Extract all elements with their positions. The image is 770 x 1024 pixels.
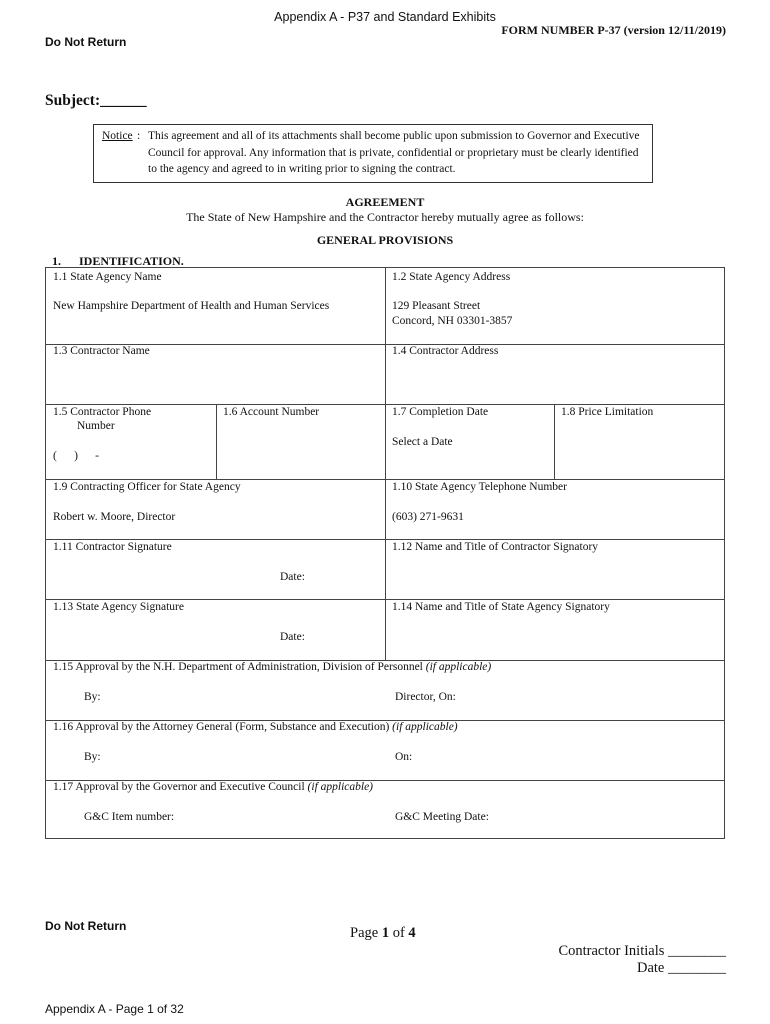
field-1-7-label: 1.7 Completion Date — [392, 406, 489, 418]
field-1-15-label: 1.15 Approval by the N.H. Department of Administration, Division of Personnel (if applicable) — [53, 661, 492, 673]
identification-table — [45, 267, 725, 839]
state-agency-address-line2: Concord, NH 03301-3857 — [392, 315, 513, 327]
contractor-signature-date: Date: — [280, 571, 305, 583]
state-agency-address-line1: 129 Pleasant Street — [392, 300, 481, 312]
appendix-page-number: Appendix A - Page 1 of 32 — [45, 1002, 184, 1016]
field-1-3-label: 1.3 Contractor Name — [53, 345, 150, 357]
field-1-15-by: By: — [84, 691, 101, 703]
field-1-17-label: 1.17 Approval by the Governor and Executive Council (if applicable) — [53, 781, 374, 793]
field-1-14-label: 1.14 Name and Title of State Agency Signatory — [392, 601, 610, 613]
field-1-15-on: Director, On: — [395, 691, 456, 703]
field-1-6-label: 1.6 Account Number — [223, 406, 320, 418]
field-1-12-label: 1.12 Name and Title of Contractor Signatory — [392, 541, 599, 553]
notice-text: This agreement and all of its attachments shall become public upon submission to Governor and Executive Council for approval. Any information that is private, confidential or proprietary must be clearly identified to the agency and agreed to in writing prior to signing the contract. — [148, 130, 640, 175]
agreement-subtitle: The State of New Hampshire and the Contractor hereby mutually agree as follows: — [186, 210, 584, 224]
agreement-title: AGREEMENT — [345, 195, 425, 209]
field-1-16-on: On: — [395, 751, 413, 763]
subject-line: Subject:______ — [45, 92, 147, 109]
field-1-2-label: 1.2 State Agency Address — [392, 271, 511, 283]
state-agency-telephone: (603) 271-9631 — [392, 511, 464, 523]
field-1-10-label: 1.10 State Agency Telephone Number — [392, 481, 567, 493]
general-provisions-heading: GENERAL PROVISIONS — [316, 233, 454, 247]
contractor-initials: Contractor Initials ________ — [558, 943, 726, 959]
agency-signature-date: Date: — [280, 631, 305, 643]
do-not-return-footer: Do Not Return — [45, 919, 127, 933]
field-1-5-label-line2: Number — [77, 420, 115, 432]
field-1-13-label: 1.13 State Agency Signature — [53, 601, 184, 613]
field-1-11-label: 1.11 Contractor Signature — [53, 541, 172, 553]
field-1-8-label: 1.8 Price Limitation — [561, 406, 654, 418]
completion-date-picker[interactable]: Select a Date — [392, 436, 453, 448]
appendix-title: Appendix A - P37 and Standard Exhibits — [274, 10, 496, 24]
gc-item-number: G&C Item number: — [84, 811, 175, 823]
footer-date: Date ________ — [637, 960, 726, 976]
identification-heading: 1. IDENTIFICATION. — [52, 254, 184, 268]
notice-label: Notice — [102, 130, 133, 142]
page-indicator: Page 1 of 4 — [350, 925, 416, 941]
contractor-phone-field[interactable]: ( ) - — [53, 450, 99, 462]
do-not-return-header: Do Not Return — [45, 35, 127, 49]
field-1-1-label: 1.1 State Agency Name — [53, 271, 162, 283]
contracting-officer-name: Robert w. Moore, Director — [53, 511, 176, 523]
field-1-16-by: By: — [84, 751, 101, 763]
field-1-9-label: 1.9 Contracting Officer for State Agency — [53, 481, 241, 493]
form-number: FORM NUMBER P-37 (version 12/11/2019) — [501, 23, 726, 37]
gc-meeting-date: G&C Meeting Date: — [395, 811, 489, 823]
field-1-5-label: 1.5 Contractor Phone — [53, 406, 152, 418]
field-1-16-label: 1.16 Approval by the Attorney General (Form, Substance and Execution) (if applicable) — [53, 721, 458, 733]
state-agency-name: New Hampshire Department of Health and Human Services — [53, 300, 330, 312]
notice-box: Notice : This agreement and all of its attachments shall become public upon submission to Governor and Executive Council for approval. Any information that is private, confidential or proprietary must be clearly identified to the agency and agreed to in writing prior to signing the contract. — [93, 124, 653, 183]
field-1-4-label: 1.4 Contractor Address — [392, 345, 499, 357]
